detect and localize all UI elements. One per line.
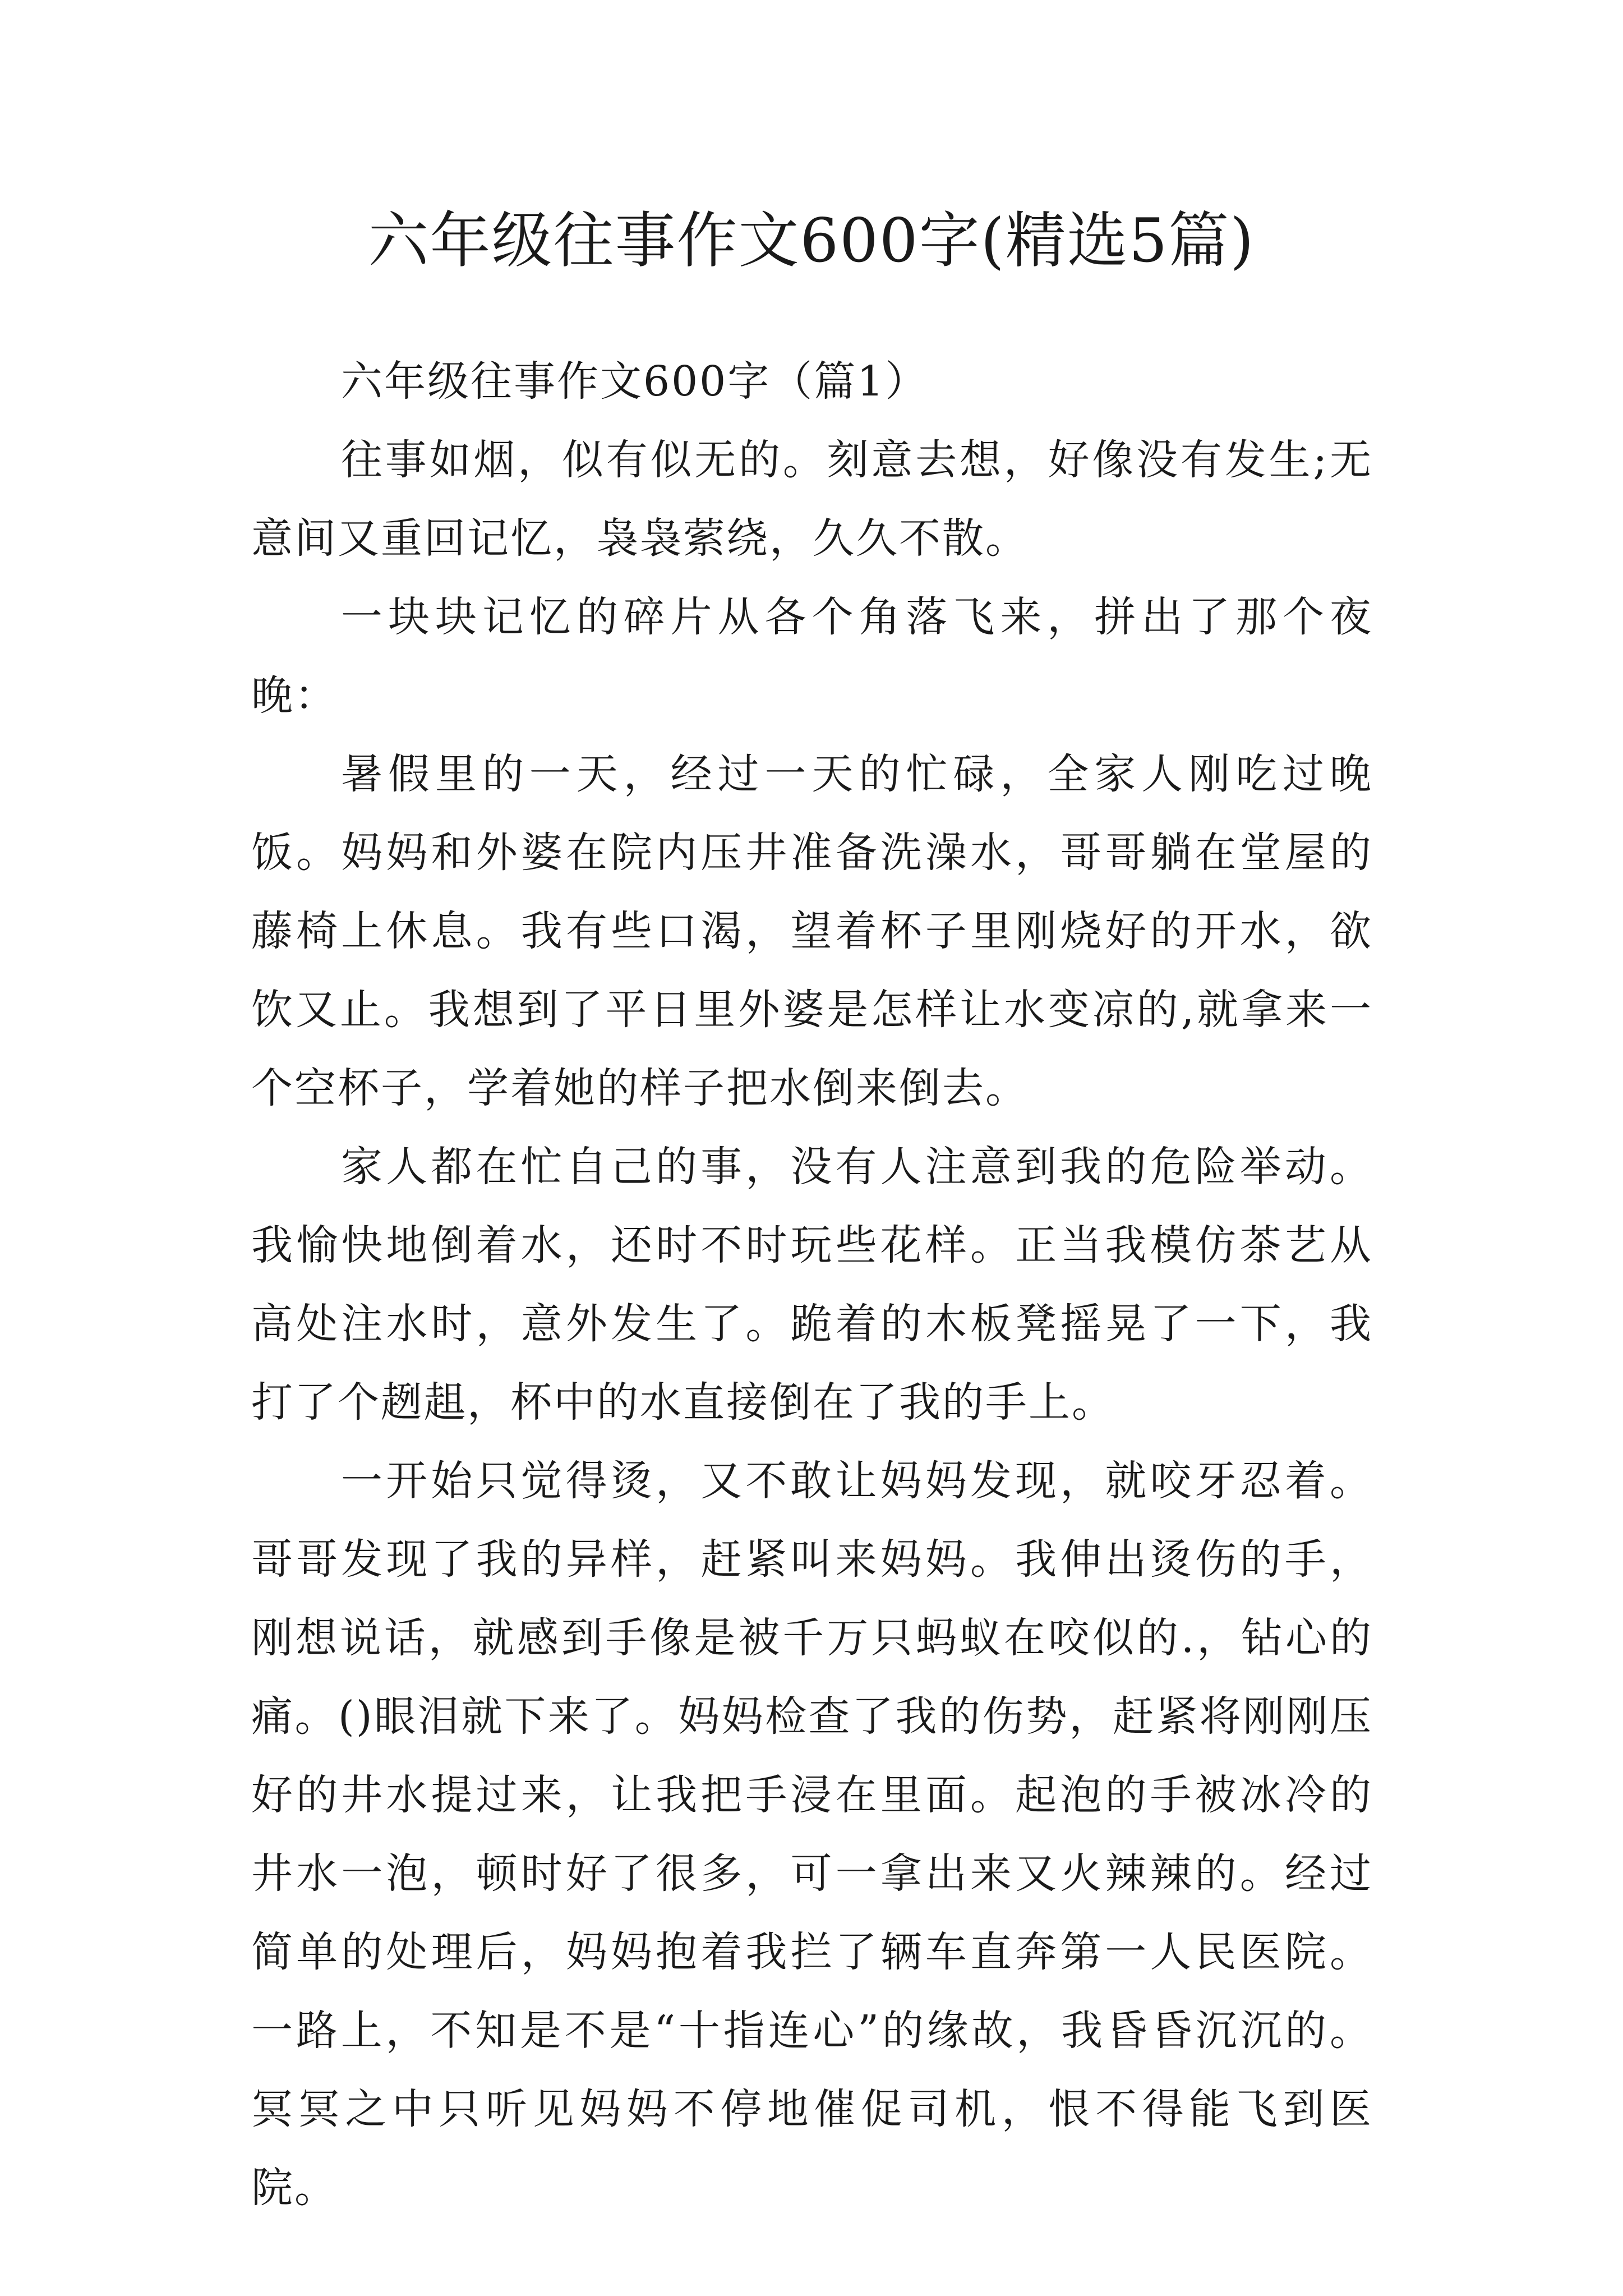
document-title: 六年级往事作文600字(精选5篇) [368, 206, 1255, 276]
section-heading: 六年级往事作文600字（篇1） [341, 357, 929, 406]
document-body [251, 342, 1373, 2227]
paragraph: 一块块记忆的碎片从各个角落飞来，拼出了那个夜晚： [251, 593, 1373, 720]
paragraph: 一开始只觉得烫，又不敢让妈妈发现，就咬牙忍着。哥哥发现了我的异样，赶紧叫来妈妈。我伸出烫伤的手，刚想说话，就感到手像是被千万只蚂蚁在咬似的.，钻心的痛。()眼泪就下来了。妈妈检查了我的伤势，赶紧将刚刚压好的井水提过来，让我把手浸在里面。起泡的手被冰冷的井水一泡，顿时好了很多，可一拿出来又火辣辣的。经过简单的处理后，妈妈抱着我拦了辆车直奔第一人民医院。一路上，不知是不是“十指连心”的缘故，我昏昏沉沉的。冥冥之中只听见妈妈不停地催促司机，恨不得能飞到医院。 [251, 1457, 1373, 2212]
paragraph: 家人都在忙自己的事，没有人注意到我的危险举动。我愉快地倒着水，还时不时玩些花样。正当我模仿茶艺从高处注水时，意外发生了。跪着的木板凳摇晃了一下，我打了个趔趄，杯中的水直接倒在了我的手上。 [251, 1143, 1373, 1427]
paragraph: 往事如烟，似有似无的。刻意去想，好像没有发生;无意间又重回记忆，袅袅萦绕，久久不散。 [251, 436, 1373, 563]
paragraph: 暑假里的一天，经过一天的忙碌，全家人刚吃过晚饭。妈妈和外婆在院内压井准备洗澡水，哥哥躺在堂屋的藤椅上休息。我有些口渴，望着杯子里刚烧好的开水，欲饮又止。我想到了平日里外婆是怎样让水变凉的,就拿来一个空杯子，学着她的样子把水倒来倒去。 [251, 750, 1373, 1112]
